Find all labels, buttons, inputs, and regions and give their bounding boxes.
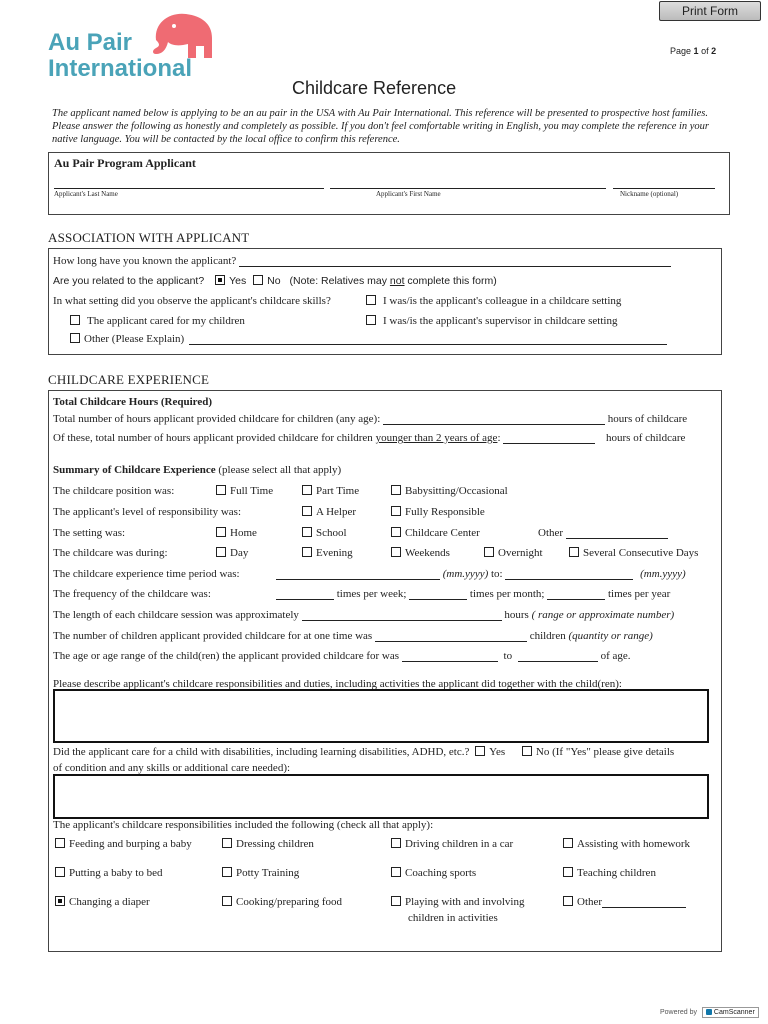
position-fulltime: Full Time	[216, 485, 273, 497]
length-row: The length of each childcare session was approximately hours ( range or approximate number)	[53, 609, 675, 621]
hours-total-field[interactable]	[383, 414, 605, 425]
how-long-row: How long have you known the applicant?	[53, 255, 671, 267]
weekends-checkbox[interactable]	[391, 547, 401, 557]
sports-checkbox[interactable]	[391, 867, 401, 877]
freq-row: times per week; times per month; times per year	[276, 588, 670, 600]
hours-total-row: Total number of hours applicant provided childcare for children (any age): hours of childcare	[53, 413, 688, 425]
freq-month-field[interactable]	[409, 589, 467, 600]
task-homework: Assisting with homework	[563, 838, 690, 850]
during-day: Day	[216, 547, 248, 559]
how-long-field[interactable]	[239, 256, 671, 267]
setting-center: Childcare Center	[391, 527, 480, 539]
logo-line2: International	[48, 55, 193, 82]
during-weekends: Weekends	[391, 547, 450, 559]
resp-included-label: The applicant's childcare responsibilities included the following (check all that apply):	[53, 819, 434, 831]
setting-school: School	[302, 527, 347, 539]
hours-heading: Total Childcare Hours (Required)	[53, 396, 213, 408]
disab-yes-checkbox[interactable]	[475, 746, 485, 756]
first-name-label: Applicant's First Name	[376, 190, 441, 198]
setting-other-field[interactable]	[566, 528, 668, 539]
related-no-checkbox[interactable]	[253, 275, 263, 285]
num-children-field[interactable]	[375, 631, 527, 642]
freq-week-field[interactable]	[276, 589, 334, 600]
task-sports: Coaching sports	[391, 867, 476, 879]
task-dressing: Dressing children	[222, 838, 314, 850]
home-checkbox[interactable]	[216, 527, 226, 537]
disab-no-checkbox[interactable]	[522, 746, 532, 756]
driving-checkbox[interactable]	[391, 838, 401, 848]
last-name-label: Applicant's Last Name	[54, 190, 118, 198]
hours-under2-field[interactable]	[503, 433, 595, 444]
evening-checkbox[interactable]	[302, 547, 312, 557]
supervisor-checkbox[interactable]	[366, 315, 376, 325]
nickname-field[interactable]	[613, 175, 715, 189]
summary-heading: Summary of Childcare Experience (please select all that apply)	[53, 464, 342, 476]
powered-by: Powered by CamScanner	[660, 1007, 759, 1018]
task-feeding: Feeding and burping a baby	[55, 838, 192, 850]
applicant-heading: Au Pair Program Applicant	[54, 156, 196, 170]
intro-text: The applicant named below is applying to be an au pair in the USA with Au Pair International. This reference will be presented to prospective host families. Please answer the following as honestly and completely as possible. If you don't feel comfortable writing in English, you may complete the reference in your native language. You will be contacted by the local office to confirm this reference.	[52, 108, 710, 145]
period-label: The childcare experience time period was:	[53, 568, 240, 580]
task-other: Other	[563, 896, 686, 908]
resp-label: The applicant's level of responsibility was:	[53, 506, 242, 518]
during-label: The childcare was during:	[53, 547, 168, 559]
diaper-checkbox[interactable]	[55, 896, 65, 906]
task-bed: Putting a baby to bed	[55, 867, 163, 879]
cooking-checkbox[interactable]	[222, 896, 232, 906]
logo-line1: Au Pair	[48, 29, 133, 56]
age-row: The age or age range of the child(ren) the applicant provided childcare for was to of age.	[53, 650, 631, 662]
other-checkbox[interactable]	[70, 333, 80, 343]
page-title: Childcare Reference	[292, 78, 457, 98]
disabilities-label2: of condition and any skills or additional care needed):	[53, 762, 291, 774]
resp-helper: A Helper	[302, 506, 356, 518]
task-playing: Playing with and involving	[391, 896, 524, 908]
setting-label: The setting was:	[53, 527, 126, 539]
helper-checkbox[interactable]	[302, 506, 312, 516]
task-other-field[interactable]	[602, 897, 686, 908]
overnight-checkbox[interactable]	[484, 547, 494, 557]
position-babysitting: Babysitting/Occasional	[391, 485, 508, 497]
describe-textarea[interactable]	[53, 689, 709, 743]
setting-question: In what setting did you observe the applicant's childcare skills?	[53, 295, 331, 307]
task-diaper: Changing a diaper	[55, 896, 150, 908]
position-parttime: Part Time	[302, 485, 359, 497]
opt-supervisor: I was/is the applicant's supervisor in childcare setting	[366, 315, 617, 327]
parttime-checkbox[interactable]	[302, 485, 312, 495]
freq-year-field[interactable]	[547, 589, 605, 600]
position-label: The childcare position was:	[53, 485, 175, 497]
childcare-center-checkbox[interactable]	[391, 527, 401, 537]
fully-responsible-checkbox[interactable]	[391, 506, 401, 516]
experience-title: CHILDCARE EXPERIENCE	[48, 372, 210, 387]
nickname-label: Nickname (optional)	[620, 190, 679, 198]
first-name-field[interactable]	[330, 175, 606, 189]
freq-label: The frequency of the childcare was:	[53, 588, 211, 600]
disabilities-row: Did the applicant care for a child with disabilities, including learning disabilities, ADHD, etc.? Yes No (If "Yes" please give details	[53, 746, 675, 758]
opt-other: Other (Please Explain)	[70, 333, 667, 345]
consecutive-days-checkbox[interactable]	[569, 547, 579, 557]
length-field[interactable]	[302, 610, 502, 621]
setting-home: Home	[216, 527, 257, 539]
disabilities-textarea[interactable]	[53, 774, 709, 819]
fulltime-checkbox[interactable]	[216, 485, 226, 495]
other-explain-field[interactable]	[189, 334, 667, 345]
age-from-field[interactable]	[402, 651, 498, 662]
resp-full: Fully Responsible	[391, 506, 485, 518]
feeding-checkbox[interactable]	[55, 838, 65, 848]
potty-checkbox[interactable]	[222, 867, 232, 877]
school-checkbox[interactable]	[302, 527, 312, 537]
camscanner-badge: CamScanner	[702, 1007, 759, 1018]
playing-checkbox[interactable]	[391, 896, 401, 906]
opt-cared: The applicant cared for my children	[70, 315, 245, 327]
task-playing-line2: children in activities	[408, 912, 498, 924]
cared-checkbox[interactable]	[70, 315, 80, 325]
task-cooking: Cooking/preparing food	[222, 896, 342, 908]
task-other-checkbox[interactable]	[563, 896, 573, 906]
during-consecutive: Several Consecutive Days	[569, 547, 698, 559]
applicant-box	[48, 152, 730, 215]
association-title: ASSOCIATION WITH APPLICANT	[48, 230, 250, 245]
dressing-checkbox[interactable]	[222, 838, 232, 848]
teaching-checkbox[interactable]	[563, 867, 573, 877]
bed-checkbox[interactable]	[55, 867, 65, 877]
period-row: (mm.yyyy) to: (mm.yyyy)	[276, 568, 686, 580]
during-overnight: Overnight	[484, 547, 543, 559]
page-number: Page 1 of 2	[670, 46, 717, 56]
task-driving: Driving children in a car	[391, 838, 513, 850]
period-from-field[interactable]	[276, 569, 440, 580]
during-evening: Evening	[302, 547, 353, 559]
period-to-field[interactable]	[505, 569, 633, 580]
day-checkbox[interactable]	[216, 547, 226, 557]
related-row: Are you related to the applicant? Yes No (Note: Relatives may not complete this form)	[53, 275, 497, 287]
describe-label: Please describe applicant's childcare responsibilities and duties, including activities the applicant did together with the child(ren):	[53, 678, 622, 690]
task-potty: Potty Training	[222, 867, 299, 879]
related-yes-checkbox[interactable]	[215, 275, 225, 285]
colleague-checkbox[interactable]	[366, 295, 376, 305]
setting-other: Other	[538, 527, 668, 539]
camscanner-icon	[706, 1009, 712, 1015]
age-to-field[interactable]	[518, 651, 598, 662]
task-teaching: Teaching children	[563, 867, 656, 879]
hours-under2-row: Of these, total number of hours applicant provided childcare for children younger than 2 years of age: hours of childcare	[53, 432, 686, 444]
babysitting-checkbox[interactable]	[391, 485, 401, 495]
last-name-field[interactable]	[54, 175, 324, 189]
num-children-row: The number of children applicant provided childcare for at one time was children (quantity or range)	[53, 630, 653, 642]
homework-checkbox[interactable]	[563, 838, 573, 848]
print-form-button[interactable]: Print Form	[659, 1, 761, 21]
opt-colleague: I was/is the applicant's colleague in a childcare setting	[366, 295, 621, 307]
elephant-icon	[150, 10, 218, 62]
